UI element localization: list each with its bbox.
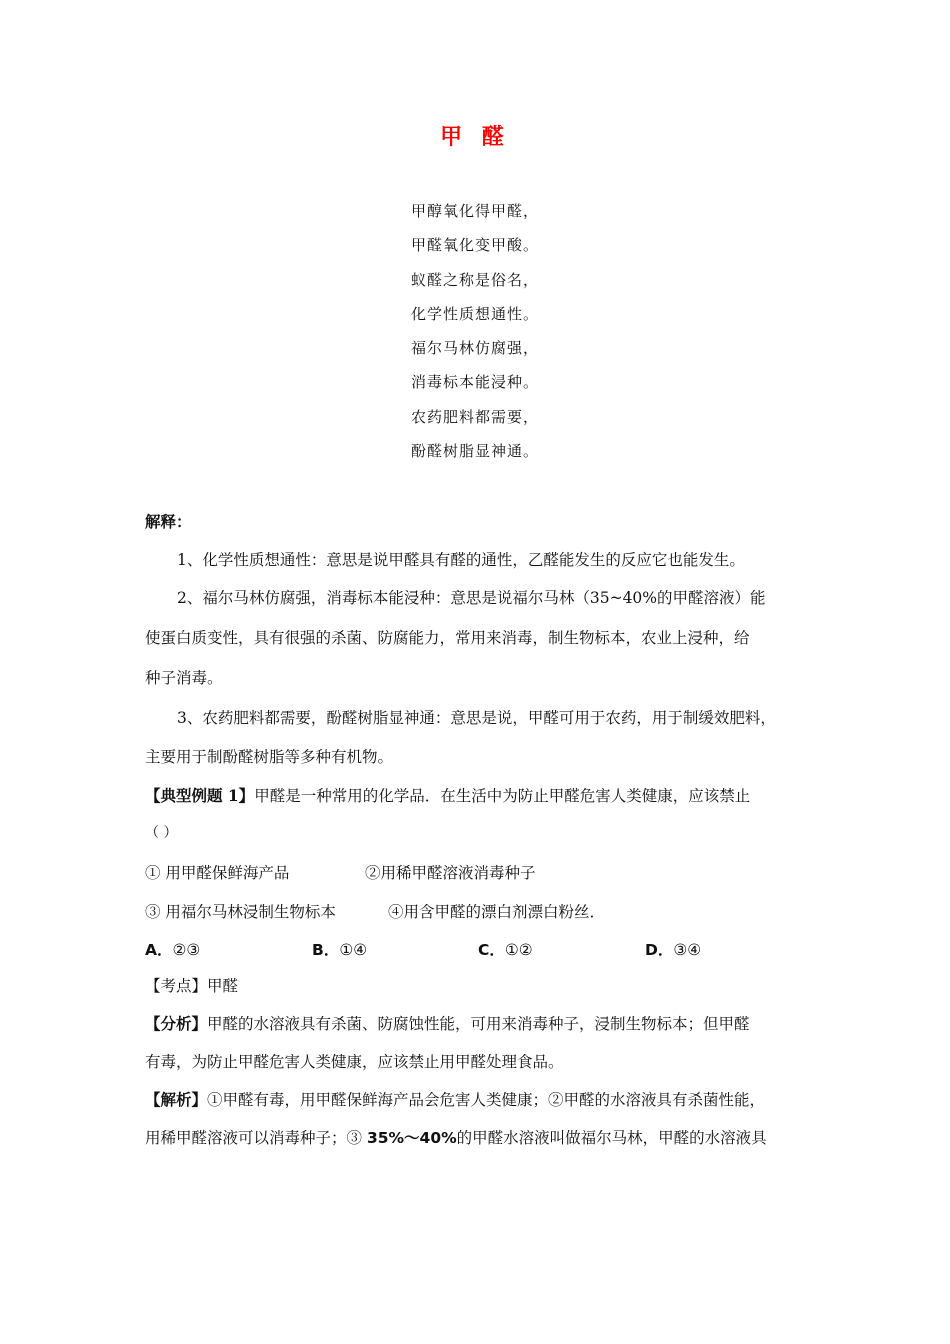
poem-line: 农药肥料都需要， [410,407,539,426]
option-d-text: ③④ [673,941,702,959]
fenxi-label: 【分析】 [145,1014,208,1033]
example-label: 【典型例题 1】 [145,786,255,805]
example-item-2: ②用稀甲醛溶液消毒种子 [365,864,536,882]
page-title: 甲 醛 [440,125,510,150]
poem-line: 化学性质想通性。 [410,304,539,323]
option-d-letter: D． [645,941,674,959]
option-b-letter: B． [312,941,340,959]
jiexi-label: 【解析】 [145,1090,208,1109]
option-b-text: ①④ [339,941,368,959]
example-item-3: ③ 用福尔马林浸制生物标本 [145,903,336,921]
kaodian-text: 甲醛 [207,977,239,995]
jiexi-line-2 [145,1126,767,1148]
example-question-text: 甲醛是一种常用的化学品．在生活中为防止甲醛危害人类健康，应该禁止 [254,787,751,805]
explanation-paragraph-2-line-3: 种子消毒。 [145,669,223,687]
option-c-text: ①② [504,941,533,959]
poem-line: 酚醛树脂显神通。 [410,442,539,461]
poem-line: 蚁醛之称是俗名， [410,270,539,289]
fenxi-line-2: 有毒，为防止甲醛危害人类健康，应该禁止用甲醛处理食品。 [145,1053,564,1071]
poem-line: 甲醛氧化变甲酸。 [410,236,539,255]
example-item-1: ① 用甲醛保鲜海产品 [145,864,290,882]
option-c-letter: C． [478,941,505,959]
kaodian [145,974,238,996]
jiexi-text-2c: 的甲醛水溶液叫做福尔马林，甲醛的水溶液具 [456,1129,767,1147]
example-question [145,784,750,806]
jiexi-text-1: ①甲醛有毒，用甲醛保鲜海产品会危害人类健康；②甲醛的水溶液具有杀菌性能， [207,1091,766,1109]
option-b [312,938,367,960]
explanation-paragraph-2-line-1: 2、福尔马林仿腐强，消毒标本能浸种：意思是说福尔马林（35~40%的甲醛溶液）能 [177,589,766,607]
explanation-paragraph-3-line-2: 主要用于制酚醛树脂等多种有机物。 [145,748,394,766]
explanation-heading: 解释： [145,513,192,531]
poem [0,200,950,474]
poem-line: 福尔马林仿腐强， [410,339,539,358]
poem-line: 甲醇氧化得甲醛， [410,202,539,220]
option-a [145,938,200,960]
explanation-paragraph-3-line-1: 3、农药肥料都需要，酚醛树脂显神通：意思是说，甲醛可用于农药，用于制缓效肥料， [177,709,776,727]
kaodian-label: 【考点】 [145,977,208,995]
option-a-text: ②③ [172,941,201,959]
option-a-letter: A． [145,941,173,959]
explanation-paragraph-1: 1、化学性质想通性：意思是说甲醛具有醛的通性，乙醛能发生的反应它也能发生。 [177,551,745,569]
explanation-paragraph-2-line-2: 使蛋白质变性，具有很强的杀菌、防腐能力，常用来消毒，制生物标本，农业上浸种，给 [145,629,750,647]
jiexi-concentration: 35%～40% [366,1129,457,1147]
fenxi-line-1 [145,1012,750,1034]
option-c [478,938,533,960]
jiexi-line-1 [145,1088,765,1110]
example-item-4: ④用含甲醛的漂白剂漂白粉丝． [388,903,606,921]
poem-line: 消毒标本能浸种。 [410,373,539,392]
jiexi-text-2a: 用稀甲醛溶液可以消毒种子；③ [145,1129,367,1147]
option-d [645,938,701,960]
fenxi-text-1: 甲醛的水溶液具有杀菌、防腐蚀性能，可用来消毒种子，浸制生物标本；但甲醛 [207,1015,750,1033]
answer-blank: （ ） [145,825,178,841]
